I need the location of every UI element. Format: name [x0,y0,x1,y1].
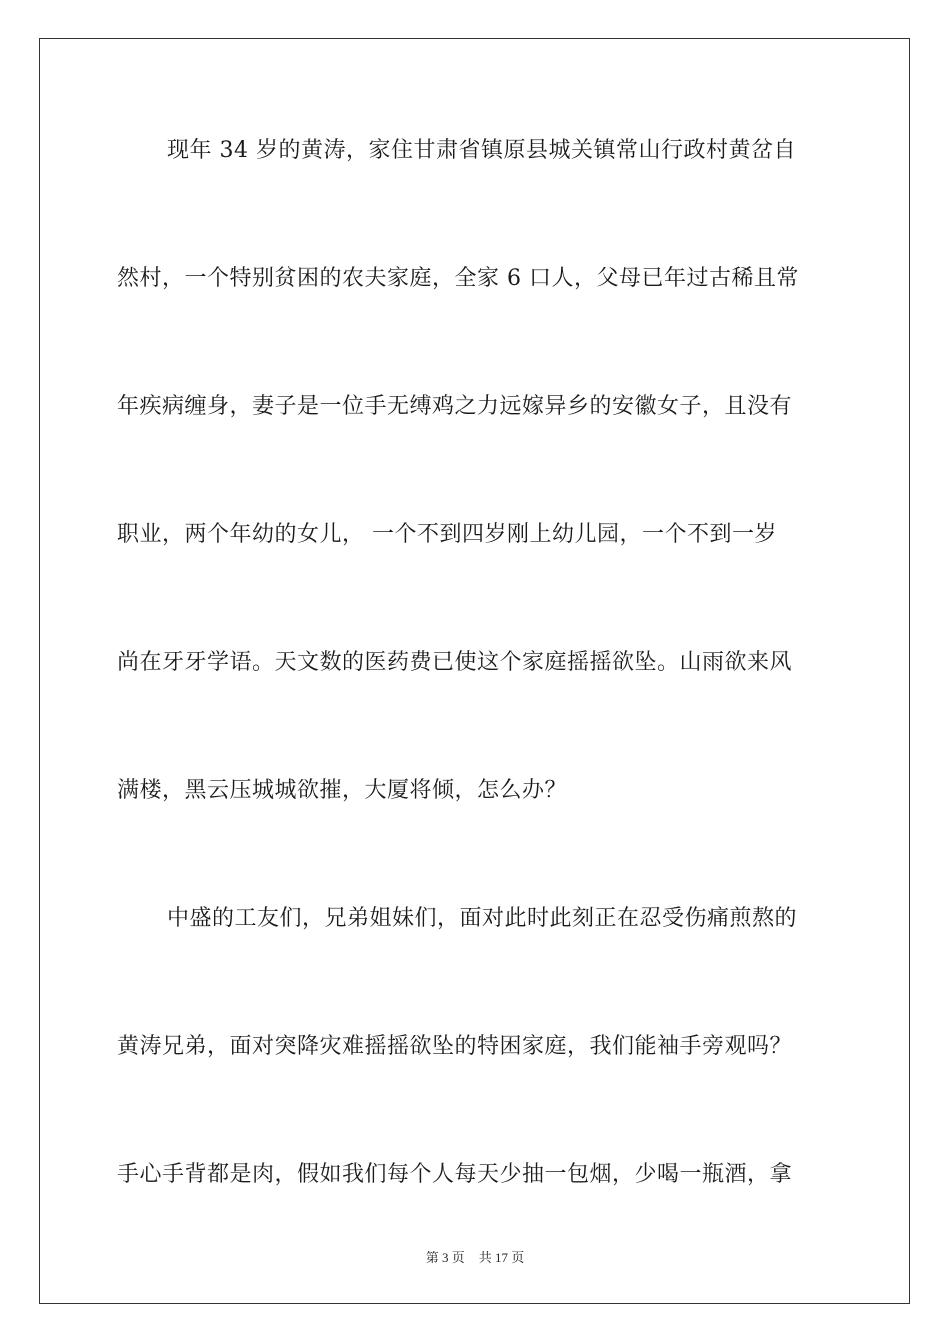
paragraph-line: 现年 34 岁的黄涛，家住甘肃省镇原县城关镇常山行政村黄岔自 [167,138,796,163]
paragraph-line: 职业，两个年幼的女儿， 一个不到四岁刚上幼儿园，一个不到一岁 [117,522,777,547]
page-total: 共 17 页 [478,1250,525,1265]
paragraph-line: 尚在牙牙学语。天文数的医药费已使这个家庭摇摇欲坠。山雨欲来风 [117,650,793,675]
paragraph-line: 满楼，黑云压城城欲摧，大厦将倾，怎么办？ [117,778,568,803]
paragraph-line: 年疾病缠身，妻子是一位手无缚鸡之力远嫁异乡的安徽女子，且没有 [117,394,793,419]
page-footer [0,1247,950,1266]
paragraph-line: 黄涛兄弟，面对突降灾难摇摇欲坠的特困家庭，我们能袖手旁观吗？ [117,1034,793,1059]
paragraph-line: 然村，一个特别贫困的农夫家庭，全家 6 口人，父母已年过古稀且常 [117,266,799,291]
paragraph-line: 中盛的工友们，兄弟姐妹们，面对此时此刻正在忍受伤痛煎熬的 [167,906,798,931]
document-body [117,126,833,1278]
page-number: 第 3 页 [425,1250,465,1265]
paragraph-line: 手心手背都是肉，假如我们每个人每天少抽一包烟，少喝一瓶酒，拿 [117,1162,793,1187]
